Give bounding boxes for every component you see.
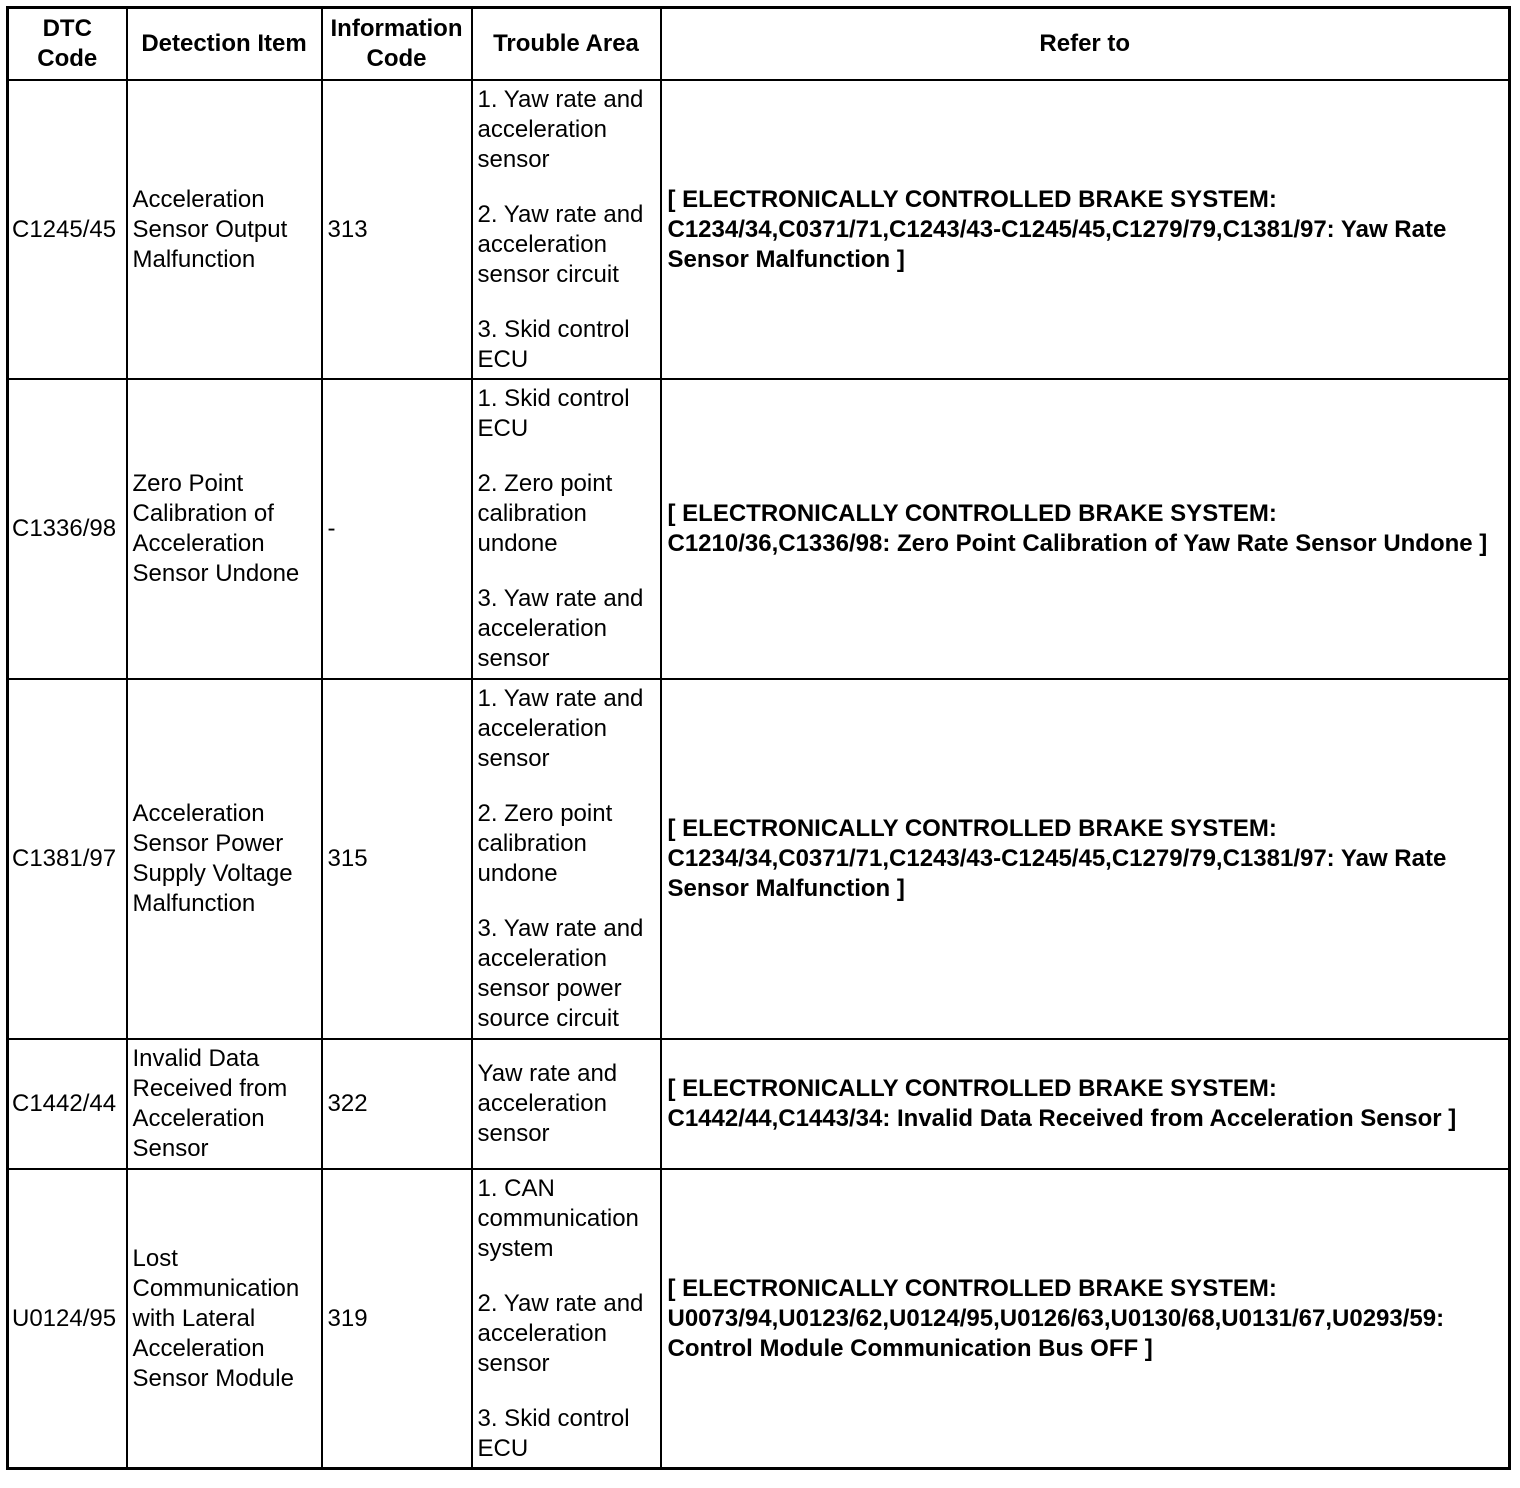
detection-item-cell: Acceleration Sensor Power Supply Voltage Malfunction (127, 679, 322, 1039)
dtc-code-cell: C1381/97 (8, 679, 127, 1039)
trouble-area-item: 1. Yaw rate and acceleration sensor (477, 685, 644, 772)
trouble-area-item: 1. CAN communication system (477, 1174, 639, 1262)
trouble-area-item: 3. Skid control ECU (477, 315, 630, 373)
trouble-area-cell (472, 1169, 661, 1469)
trouble-area-cell (472, 1039, 661, 1169)
refer-to-cell: [ ELECTRONICALLY CONTROLLED BRAKE SYSTEM: U0073/94,U0123/62,U0124/95,U0126/63,U0130/68,U0131/67,U0293/59: Control Module Communication Bus OFF ] (661, 1169, 1510, 1469)
header-dtc-code: DTC Code (8, 8, 127, 81)
refer-to-cell: [ ELECTRONICALLY CONTROLLED BRAKE SYSTEM: C1234/34,C0371/71,C1243/43-C1245/45,C1279/79,C1381/97: Yaw Rate Sensor Malfunction ] (661, 80, 1510, 379)
trouble-area-cell (472, 679, 661, 1039)
refer-to-cell: [ ELECTRONICALLY CONTROLLED BRAKE SYSTEM: C1234/34,C0371/71,C1243/43-C1245/45,C1279/79,C1381/97: Yaw Rate Sensor Malfunction ] (661, 679, 1510, 1039)
trouble-area-item: 3. Yaw rate and acceleration sensor (477, 585, 644, 672)
trouble-area-item: 2. Yaw rate and acceleration sensor circuit (477, 200, 644, 288)
header-trouble-area: Trouble Area (472, 8, 661, 81)
information-code-cell: 313 (322, 80, 472, 379)
refer-to-cell: [ ELECTRONICALLY CONTROLLED BRAKE SYSTEM: C1442/44,C1443/34: Invalid Data Received from Acceleration Sensor ] (661, 1039, 1510, 1169)
information-code-cell: - (322, 379, 472, 679)
trouble-area-item: 3. Yaw rate and acceleration sensor power source circuit (477, 915, 644, 1032)
trouble-area-item: 2. Zero point calibration undone (477, 470, 613, 557)
detection-item-cell: Invalid Data Received from Acceleration Sensor (127, 1039, 322, 1169)
detection-item-cell: Lost Communication with Lateral Acceleration Sensor Module (127, 1169, 322, 1469)
information-code-cell: 315 (322, 679, 472, 1039)
table-row (8, 80, 1510, 379)
table-row (8, 679, 1510, 1039)
trouble-area-item: 2. Zero point calibration undone (477, 800, 613, 887)
dtc-code-cell: C1442/44 (8, 1039, 127, 1169)
header-row (8, 8, 1510, 81)
trouble-area-item: 3. Skid control ECU (477, 1404, 630, 1462)
table-row (8, 1169, 1510, 1469)
dtc-code-cell: C1245/45 (8, 80, 127, 379)
dtc-table (6, 6, 1511, 1470)
trouble-area-item: 2. Yaw rate and acceleration sensor (477, 1289, 644, 1377)
detection-item-cell: Acceleration Sensor Output Malfunction (127, 80, 322, 379)
dtc-code-cell: C1336/98 (8, 379, 127, 679)
header-refer-to: Refer to (661, 8, 1510, 81)
header-information-code: Information Code (322, 8, 472, 81)
information-code-cell: 322 (322, 1039, 472, 1169)
dtc-code-cell: U0124/95 (8, 1169, 127, 1469)
header-detection-item: Detection Item (127, 8, 322, 81)
trouble-area-cell (472, 379, 661, 679)
information-code-cell: 319 (322, 1169, 472, 1469)
trouble-area-item: 1. Yaw rate and acceleration sensor (477, 85, 644, 173)
refer-to-cell: [ ELECTRONICALLY CONTROLLED BRAKE SYSTEM: C1210/36,C1336/98: Zero Point Calibration of Yaw Rate Sensor Undone ] (661, 379, 1510, 679)
trouble-area-item: Yaw rate and acceleration sensor (477, 1060, 618, 1147)
detection-item-cell: Zero Point Calibration of Acceleration Sensor Undone (127, 379, 322, 679)
trouble-area-item: 1. Skid control ECU (477, 385, 630, 442)
table-row (8, 1039, 1510, 1169)
trouble-area-cell (472, 80, 661, 379)
table-row (8, 379, 1510, 679)
